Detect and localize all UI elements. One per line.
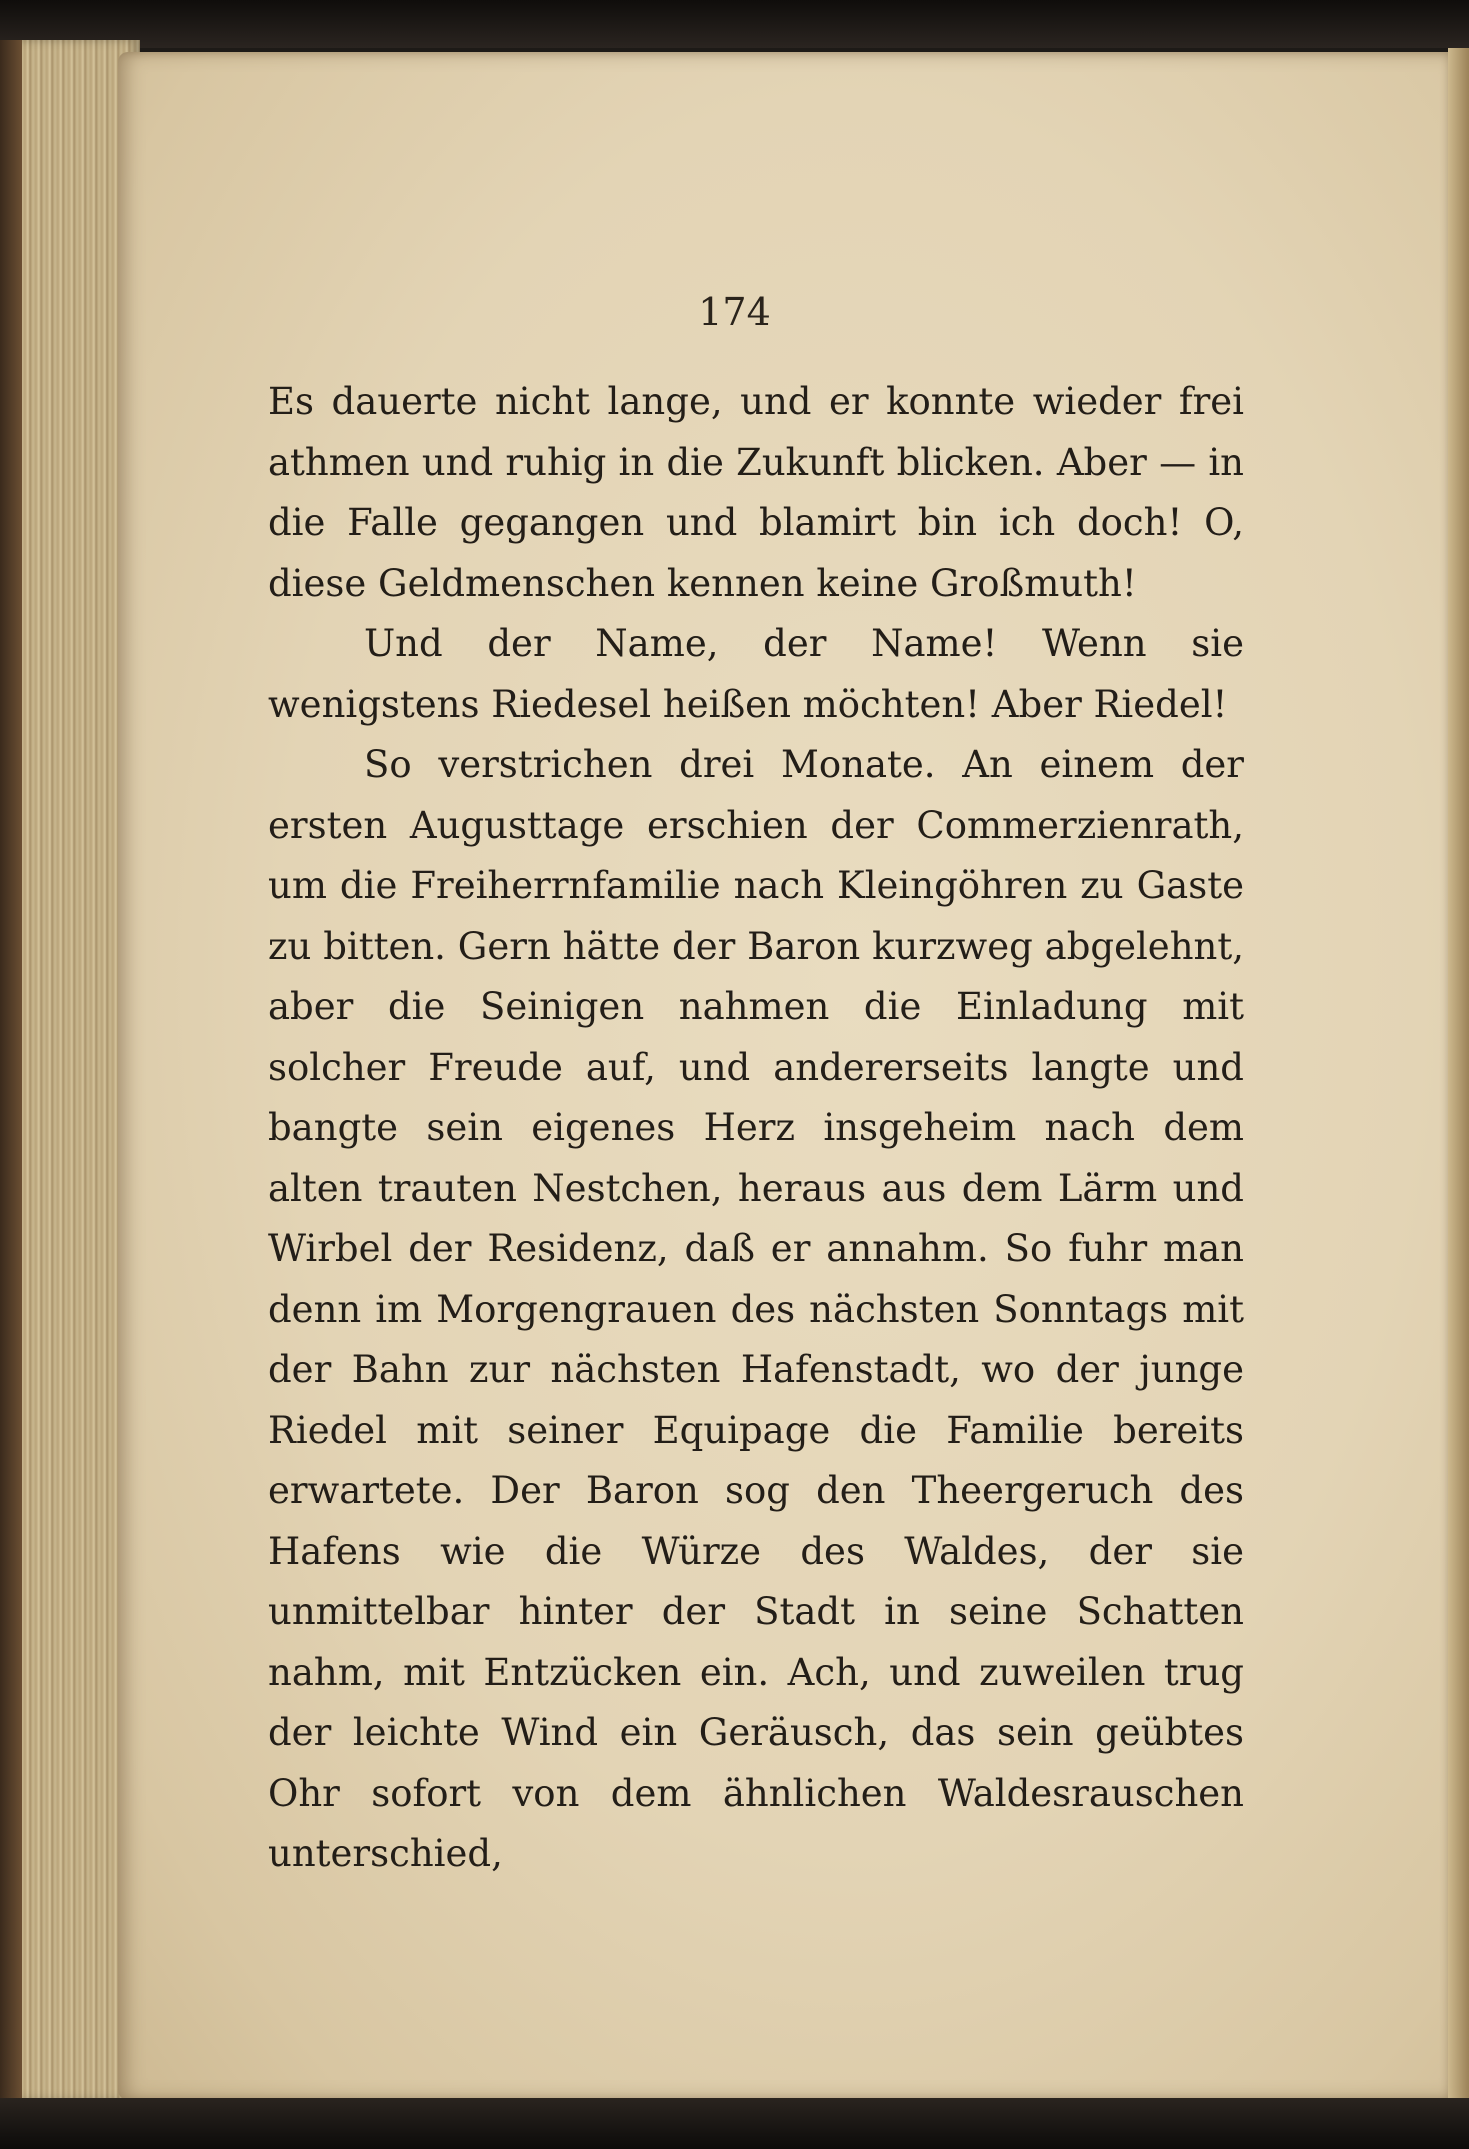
book-top-edge [0, 0, 1469, 48]
paragraph: So verstrichen drei Monate. An einem der ersten Augusttage erschien der Commerzienrath, um die Freiherrnfamilie nach Kleingöhren zu Gaste zu bitten. Gern hätte der Baron kurzweg abgelehnt, aber die Seinigen nahmen die Einladung mit solcher Freude auf, und andererseits langte und bangte sein eigenes Herz insgeheim nach dem alten trauten Nestchen, heraus aus dem Lärm und Wirbel der Residenz, daß er annahm. So fuhr man denn im Morgengrauen des nächsten Sonntags mit der Bahn zur nächsten Hafenstadt, wo der junge Riedel mit seiner Equipage die Familie bereits erwartete. Der Baron sog den Theergeruch des Hafens wie die Würze des Waldes, der sie unmittelbar hinter der Stadt in seine Schatten nahm, mit Entzücken ein. Ach, und zuweilen trug der leichte Wind ein Geräusch, das sein geübtes Ohr sofort von dem ähnlichen Waldesrauschen unterschied, [268, 743, 1244, 1875]
paragraph: Es dauerte nicht lange, und er konnte wieder frei athmen und ruhig in die Zukunft blicken. Aber — in die Falle gegangen und blamirt bin ich doch! O, diese Geldmenschen kennen keine Großmuth! [268, 380, 1244, 605]
book-binding [0, 40, 22, 2100]
adjacent-page-edge [1448, 48, 1469, 2108]
body-text [268, 372, 1244, 1885]
paragraph: Und der Name, der Name! Wenn sie wenigstens Riedesel heißen möchten! Aber Riedel! [268, 622, 1244, 726]
page-number: 174 [698, 290, 771, 334]
book-bottom-edge [0, 2098, 1469, 2149]
